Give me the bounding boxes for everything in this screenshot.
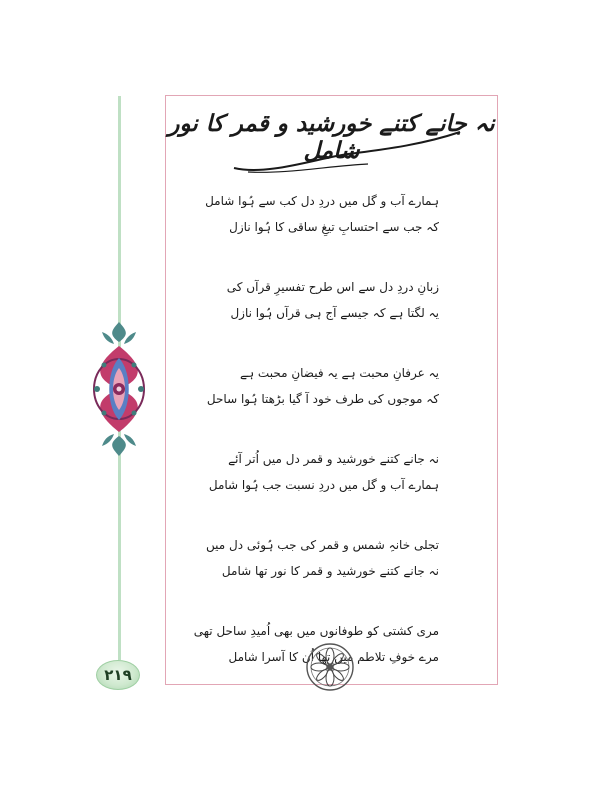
verse-line: نہ جانے کتنے خورشید و قمر دل میں اُتر آئے: [228, 452, 439, 466]
verse-line: یہ عرفانِ محبت ہے یہ فیضانِ محبت ہے: [240, 366, 439, 380]
rosette-icon: [305, 642, 355, 692]
verse-line: ہمارے آب و گل میں دردِ دل کب سے ہُوا شامل: [205, 194, 439, 208]
stanza: [166, 360, 497, 412]
floral-ornament-icon: [88, 320, 150, 458]
verse-line: ہمارے آب و گل میں دردِ نسبت جب ہُوا شامل: [208, 478, 439, 492]
verse-line: نہ جانے کتنے خورشید و قمر کا نور تھا شامل: [221, 564, 439, 578]
verse-line: کہ جب سے احتسابِ تیغِ ساقی کا ہُوا نازل: [229, 220, 439, 234]
stanza: [166, 532, 497, 584]
verse-line: یہ لگتا ہے کہ جیسے آج ہی قرآں ہُوا نازل: [230, 306, 439, 320]
poem-frame: [165, 95, 498, 685]
stanza: [166, 274, 497, 326]
verse-line: مری کشتی کو طوفانوں میں بھی اُمیدِ ساحل تھی: [193, 624, 439, 638]
poem-title: نہ جانے کتنے خورشید و قمر کا نور شامل: [168, 110, 495, 164]
stanza: [166, 188, 497, 240]
page-number: ۲۱۹: [96, 660, 140, 690]
verse-line: کہ موجوں کی طرف خود آ گیا بڑھتا ہُوا ساحل: [206, 392, 439, 406]
stanza: [166, 446, 497, 498]
verse-line: تجلی خانہِ شمس و قمر کی جب ہُوئی دل میں: [206, 538, 439, 552]
poem-body: [166, 188, 497, 704]
verse-line: مرے خوفِ تلاطم میں تھا اُن کا آسرا شامل: [228, 650, 439, 664]
verse-line: زبانِ دردِ دل سے اس طرح تفسیرِ قرآں کی: [226, 280, 439, 294]
